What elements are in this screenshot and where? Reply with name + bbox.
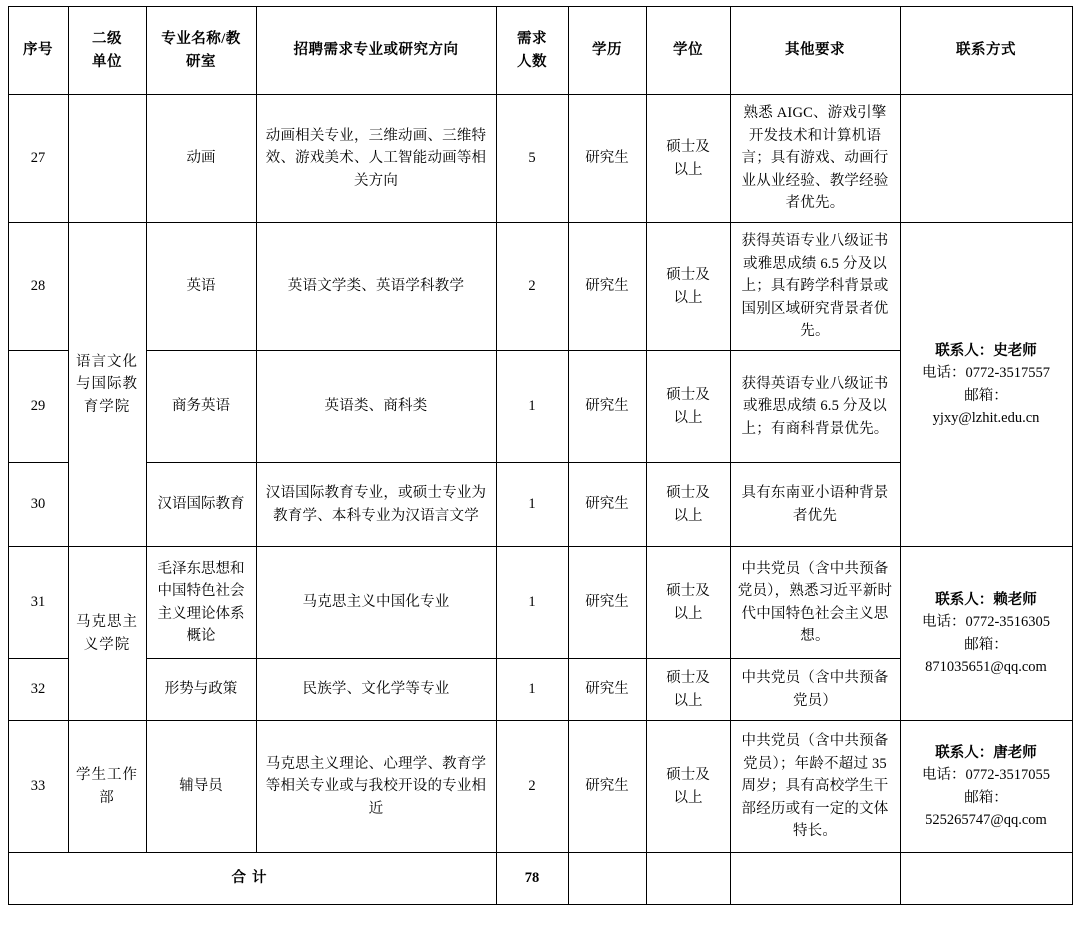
- table-body: [8, 95, 1072, 905]
- total-value: 78: [496, 853, 568, 905]
- cell-degree-line1: 硕士及: [666, 670, 710, 687]
- cell-degree-line1: 硕士及: [666, 267, 710, 284]
- contact-email-label: 邮箱：: [964, 387, 1008, 404]
- cell-degree: [646, 547, 730, 659]
- recruitment-table: [8, 6, 1073, 905]
- total-education-empty: [568, 853, 646, 905]
- cell-number: 5: [496, 95, 568, 223]
- cell-number: 2: [496, 223, 568, 351]
- total-other-empty: [730, 853, 900, 905]
- cell-degree-line1: 硕士及: [666, 767, 710, 784]
- cell-major: 动画: [146, 95, 256, 223]
- total-degree-empty: [646, 853, 730, 905]
- cell-unit: 语言文化与国际教育学院: [68, 223, 146, 547]
- cell-contact: [900, 547, 1072, 721]
- contact-phone: 电话：0772-3517557: [921, 365, 1051, 382]
- header-unit-line1: 二级: [92, 31, 122, 48]
- cell-description: 汉语国际教育专业，或硕士专业为教育学、本科专业为汉语言文学: [256, 463, 496, 547]
- header-number-line2: 人数: [517, 53, 547, 70]
- table-total-row: [8, 853, 1072, 905]
- cell-unit: 马克思主义学院: [68, 547, 146, 721]
- cell-degree-line1: 硕士及: [666, 387, 710, 404]
- header-other-requirements: 其他要求: [730, 7, 900, 95]
- header-seq: 序号: [8, 7, 68, 95]
- cell-degree: [646, 223, 730, 351]
- cell-seq: 28: [8, 223, 68, 351]
- cell-other: 中共党员（含中共预备党员）: [730, 659, 900, 721]
- cell-degree: [646, 463, 730, 547]
- cell-degree-line1: 硕士及: [666, 583, 710, 600]
- cell-seq: 27: [8, 95, 68, 223]
- cell-education: 研究生: [568, 659, 646, 721]
- cell-description: 马克思主义理论、心理学、教育学等相关专业或与我校开设的专业相近: [256, 721, 496, 853]
- cell-contact-empty: [900, 95, 1072, 223]
- cell-degree-line1: 硕士及: [666, 139, 710, 156]
- cell-degree-line2: 以上: [673, 692, 703, 709]
- cell-degree-line2: 以上: [673, 605, 703, 622]
- header-number-line1: 需求: [517, 31, 547, 48]
- cell-degree: [646, 95, 730, 223]
- cell-other: 获得英语专业八级证书或雅思成绩 6.5 分及以上；具有跨学科背景或国别区域研究背景者优先。: [730, 223, 900, 351]
- header-description: 招聘需求专业或研究方向: [256, 7, 496, 95]
- table-row: [8, 721, 1072, 853]
- cell-degree-line1: 硕士及: [666, 485, 710, 502]
- cell-seq: 31: [8, 547, 68, 659]
- total-contact-empty: [900, 853, 1072, 905]
- cell-description: 英语文学类、英语学科教学: [256, 223, 496, 351]
- cell-contact: [900, 721, 1072, 853]
- header-contact: 联系方式: [900, 7, 1072, 95]
- cell-number: 1: [496, 659, 568, 721]
- cell-other: 中共党员（含中共预备党员）；年龄不超过 35 周岁；具有高校学生干部经历或有一定的文体特长。: [730, 721, 900, 853]
- cell-other: 熟悉 AIGC、游戏引擎开发技术和计算机语言；具有游戏、动画行业从业经验、教学经验者优先。: [730, 95, 900, 223]
- cell-degree-line2: 以上: [673, 507, 703, 524]
- contact-email: yjxy@lzhit.edu.cn: [932, 409, 1040, 426]
- cell-description: 马克思主义中国化专业: [256, 547, 496, 659]
- cell-degree-line2: 以上: [673, 289, 703, 306]
- cell-major: 英语: [146, 223, 256, 351]
- contact-phone: 电话：0772-3516305: [921, 614, 1051, 631]
- table-row: [8, 547, 1072, 659]
- cell-seq: 33: [8, 721, 68, 853]
- cell-degree: [646, 659, 730, 721]
- cell-education: 研究生: [568, 547, 646, 659]
- cell-seq: 32: [8, 659, 68, 721]
- contact-email-label: 邮箱：: [964, 789, 1008, 806]
- cell-degree-line2: 以上: [673, 789, 703, 806]
- contact-email-label: 邮箱：: [964, 636, 1008, 653]
- table-header: [8, 7, 1072, 95]
- cell-degree: [646, 351, 730, 463]
- header-unit-line2: 单位: [92, 53, 122, 70]
- cell-education: 研究生: [568, 223, 646, 351]
- cell-seq: 29: [8, 351, 68, 463]
- header-major-line2: 研室: [186, 53, 216, 70]
- cell-degree-line2: 以上: [673, 409, 703, 426]
- cell-description: 英语类、商科类: [256, 351, 496, 463]
- header-number: [496, 7, 568, 95]
- cell-seq: 30: [8, 463, 68, 547]
- cell-number: 1: [496, 463, 568, 547]
- cell-unit: 学生工作部: [68, 721, 146, 853]
- header-unit: [68, 7, 146, 95]
- header-degree: 学位: [646, 7, 730, 95]
- cell-major: 毛泽东思想和中国特色社会主义理论体系概论: [146, 547, 256, 659]
- cell-contact: [900, 223, 1072, 547]
- cell-other: 获得英语专业八级证书或雅思成绩 6.5 分及以上；有商科背景优先。: [730, 351, 900, 463]
- contact-email: 525265747@qq.com: [925, 811, 1047, 828]
- cell-unit-empty: [68, 95, 146, 223]
- header-major: [146, 7, 256, 95]
- contact-person: 联系人：史老师: [935, 342, 1037, 359]
- cell-education: 研究生: [568, 95, 646, 223]
- cell-major: 商务英语: [146, 351, 256, 463]
- cell-major: 汉语国际教育: [146, 463, 256, 547]
- table-row: [8, 223, 1072, 351]
- contact-phone: 电话：0772-3517055: [921, 767, 1051, 784]
- cell-number: 1: [496, 351, 568, 463]
- cell-education: 研究生: [568, 463, 646, 547]
- contact-email: 871035651@qq.com: [925, 658, 1047, 675]
- cell-major: 形势与政策: [146, 659, 256, 721]
- cell-number: 2: [496, 721, 568, 853]
- cell-degree: [646, 721, 730, 853]
- header-row: [8, 7, 1072, 95]
- cell-number: 1: [496, 547, 568, 659]
- cell-description: 民族学、文化学等专业: [256, 659, 496, 721]
- header-education: 学历: [568, 7, 646, 95]
- cell-major: 辅导员: [146, 721, 256, 853]
- contact-person: 联系人：赖老师: [935, 591, 1037, 608]
- cell-degree-line2: 以上: [673, 161, 703, 178]
- table-row: [8, 95, 1072, 223]
- header-major-line1: 专业名称/教: [161, 31, 241, 48]
- contact-person: 联系人：唐老师: [935, 744, 1037, 761]
- total-label: 合计: [8, 853, 496, 905]
- cell-other: 具有东南亚小语种背景者优先: [730, 463, 900, 547]
- cell-other: 中共党员（含中共预备党员），熟悉习近平新时代中国特色社会主义思想。: [730, 547, 900, 659]
- cell-education: 研究生: [568, 351, 646, 463]
- cell-description: 动画相关专业，三维动画、三维特效、游戏美术、人工智能动画等相关方向: [256, 95, 496, 223]
- cell-education: 研究生: [568, 721, 646, 853]
